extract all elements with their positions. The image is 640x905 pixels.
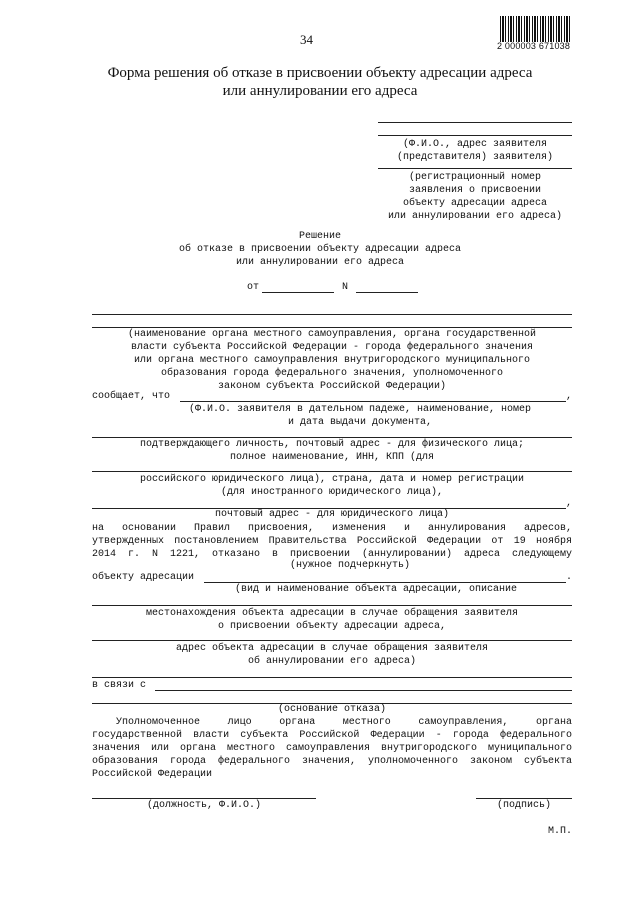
- paragraph-line: Уполномоченное лицо органа местного самоуправления, органа: [116, 717, 572, 728]
- applicant-line: [378, 122, 572, 123]
- person-caption: [92, 438, 572, 464]
- page-number: [300, 32, 380, 48]
- object-caption: (вид и наименование объекта адресации, описание: [234, 584, 518, 595]
- caption-line: адрес объекта адресации в случае обращения заявителя: [175, 643, 489, 654]
- official-paragraph: [92, 716, 572, 781]
- caption-line: местонахождения объекта адресации в случае обращения заявителя: [145, 608, 519, 619]
- caption-line: (Ф.И.О. заявителя в дательном падеже, наименование, номер: [188, 404, 532, 415]
- paragraph-line: утвержденных постановлением Правительства Российской Федерации от 19 ноября: [92, 536, 572, 547]
- caption-line: (регистрационный номер: [408, 172, 542, 183]
- number-label: N: [342, 282, 349, 293]
- applicant-caption: [378, 138, 572, 164]
- comma: ,: [566, 391, 573, 402]
- caption-line: об аннулировании его адреса): [247, 656, 417, 667]
- recipient-field: [180, 401, 566, 402]
- caption-line: или органа местного самоуправления внутригородского муниципального: [133, 355, 531, 366]
- applicant-line: [378, 135, 572, 136]
- position-caption: (должность, Ф.И.О.): [146, 800, 262, 811]
- org-caption: [92, 328, 572, 393]
- period: .: [566, 572, 573, 583]
- reason-label: в связи с: [92, 680, 147, 691]
- regnum-line: [378, 168, 572, 169]
- decision-heading: [120, 230, 520, 269]
- heading-line: или аннулировании его адреса: [235, 257, 405, 268]
- caption-line: (наименование органа местного самоуправления, органа государственной: [127, 329, 537, 340]
- date-field: [262, 292, 334, 293]
- caption-line: заявления о присвоении: [408, 185, 542, 196]
- number-field: [356, 292, 418, 293]
- person-caption: [92, 473, 572, 499]
- signature-caption: (подпись): [496, 800, 551, 811]
- paragraph-line: образования города федерального значения, уполномоченного законом субъекта: [92, 756, 572, 767]
- regnum-caption: [378, 171, 572, 223]
- caption-line: объекту адресации адреса: [402, 198, 548, 209]
- title-line: или аннулировании его адреса: [222, 83, 418, 99]
- barcode-number: 2 000003 671038: [497, 41, 571, 51]
- reports-label: сообщает, что: [92, 391, 171, 402]
- basis-paragraph: [92, 522, 572, 561]
- person-line: [92, 471, 572, 472]
- page-title: [60, 64, 580, 100]
- caption-line: российского юридического лица), страна, дата и номер регистрации: [139, 474, 525, 485]
- position-field: [92, 798, 316, 799]
- caption-line: власти субъекта Российской Федерации - города федерального значения: [130, 342, 534, 353]
- reason-line: [92, 677, 572, 678]
- caption-line: или аннулировании его адреса): [387, 211, 563, 222]
- heading-line: об отказе в присвоении объекту адресации адреса: [178, 244, 462, 255]
- signature-field: [476, 798, 572, 799]
- caption-line: (представителя) заявителя): [396, 152, 554, 163]
- org-line: [92, 314, 572, 315]
- object-caption: [92, 642, 572, 668]
- paragraph-line: 2014 г. N 1221, отказано в присвоении (аннулировании) адреса следующему: [92, 549, 572, 560]
- barcode-image: [500, 16, 570, 42]
- caption-line: образования города федерального значения, уполномоченного: [160, 368, 504, 379]
- person-caption: [150, 403, 570, 429]
- object-label: объекту адресации: [92, 572, 195, 583]
- person-caption: почтовый адрес - для юридического лица): [214, 509, 450, 520]
- title-line: Форма решения об отказе в присвоении объекту адресации адреса: [107, 65, 533, 81]
- caption-line: законом субъекта Российской Федерации): [217, 381, 447, 392]
- underline-note: (нужное подчеркнуть): [289, 560, 411, 571]
- caption-line: подтверждающего личность, почтовый адрес - для физического лица;: [139, 439, 525, 450]
- object-field: [204, 582, 566, 583]
- caption-line: полное наименование, ИНН, КПП (для: [229, 452, 435, 463]
- paragraph-line: государственной власти субъекта Российской Федерации - города федерального: [92, 730, 572, 741]
- caption-line: и дата выдачи документа,: [287, 417, 433, 428]
- reason-field: [155, 690, 572, 691]
- comma: ,: [566, 498, 573, 509]
- object-line: [92, 605, 572, 606]
- caption-line: о присвоении объекту адресации адреса,: [217, 621, 447, 632]
- caption-line: (для иностранного юридического лица),: [220, 487, 444, 498]
- heading-line: Решение: [298, 231, 341, 242]
- paragraph-line: на основании Правил присвоения, изменения и аннулирования адресов,: [92, 523, 572, 534]
- caption-line: (Ф.И.О., адрес заявителя: [402, 139, 548, 150]
- stamp-place: М.П.: [548, 826, 573, 837]
- reason-caption: (основание отказа): [277, 704, 387, 715]
- object-caption: [92, 607, 572, 633]
- paragraph-line: значения или органа местного самоуправления внутригородского муниципального: [92, 743, 572, 754]
- date-label: от: [247, 282, 260, 293]
- object-line: [92, 640, 572, 641]
- paragraph-line: Российской Федерации: [92, 769, 213, 780]
- page-number-text: 34: [300, 32, 313, 47]
